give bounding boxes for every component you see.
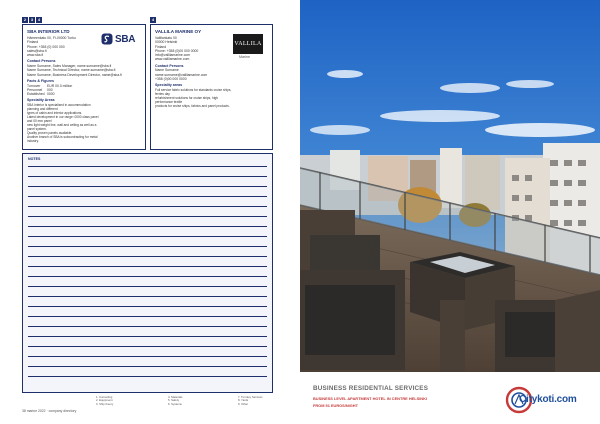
note-line [28,176,267,177]
address-line: sales@sba.fi [27,48,47,53]
note-line [28,166,267,167]
speciality-line: Quality proven panels available. [27,130,73,135]
citykoti-logo [505,386,585,414]
note-line [28,336,267,337]
sba-address [27,36,101,57]
category-tag: 3 [30,17,34,22]
speciality-line: SBA Interior is specialised in accommodation planning and different [27,102,91,111]
address-line: www.vallilamarine.com [155,57,190,62]
note-line [28,216,267,217]
citykoti-logo-text: Citykoti.com [519,394,577,405]
vallila-logo-text: VALLILA [234,41,262,47]
legend-item: 7. Turnkey Services [238,395,263,399]
note-line [28,256,267,257]
fact-value: 000 [47,87,53,92]
legend-col-1 [96,396,113,406]
terrace-photo-illustration [300,0,600,372]
ad-line-2: FROM 51 EUROS/NIGHT [313,403,358,408]
speciality-line: Another branch of SBA is subcontracting for metal industry. [27,134,98,143]
vallila-areas-heading: Speciality areas [155,83,183,88]
note-line [28,356,267,357]
note-line [28,286,267,287]
page-folio: 38 marine 2022 · company directory [22,409,77,413]
terrace-photo [300,0,600,372]
note-line [28,196,267,197]
address-line: 00000 Helsinki [155,40,178,45]
note-line [28,316,267,317]
note-line [28,376,267,377]
legend-item: 4. Materials [168,395,183,399]
category-tag: 4 [151,17,155,22]
note-line [28,296,267,297]
note-line [28,346,267,347]
sba-areas [27,103,101,143]
contact-line: name.surname@vallilamarine.com [155,72,208,77]
sba-contact-heading: Contact Persons [27,59,56,64]
note-line [28,276,267,277]
vallila-areas [155,88,233,108]
contact-line: Name Surname, Sales Manager, name.surname@sba.fi [27,64,112,69]
note-line [28,236,267,237]
legend-col-2 [168,396,182,406]
note-line [28,206,267,207]
note-line [28,326,267,327]
notes-title: NOTES [28,157,41,161]
vallila-logo-sub: Marine [239,55,250,59]
speciality-line: new light weight line, wall and ceiling as well as a panel system. [27,122,97,131]
fact-value: 0000 [47,91,55,96]
vallila-company-card [150,24,273,150]
sba-logo [101,33,135,45]
sba-company-card [22,24,146,150]
contact-line: Name Surname, Business Development Director, name@sba.fi [27,72,122,77]
fact-label: Turnover [27,83,41,88]
vallila-logo [233,34,263,54]
sba-contacts [27,64,122,77]
vallila-category-tags [150,17,156,23]
legend-item: 3. Ship theory [96,401,114,406]
sba-logo-icon [101,33,113,45]
fact-label: Established [27,91,45,96]
contact-line: Name Surname, Technical Director, name.surname@sba.fi [27,68,116,73]
ad-title: BUSINESS RESIDENTIAL SERVICES [313,385,429,392]
vallila-details [155,36,233,108]
speciality-line: refurbishment solutions for cruise ships, high performance textile [155,95,219,104]
contact-line: +358 (0)00 000 0000 [155,76,187,81]
legend-item: 9. Other [238,401,249,406]
legend-item: 6. Systems [168,401,182,406]
address-line: Finland [27,40,39,45]
category-tag: 2 [23,17,27,22]
fact-label: Personnel [27,87,43,92]
legend-item: 1. Consulting [96,395,113,399]
vallila-contact-heading: Contact Persons [155,63,184,68]
legend-col-3 [238,396,263,406]
address-line: Phone: +358 (0)00 000 0000 [155,48,199,53]
note-line [28,186,267,187]
notes-box [22,153,273,393]
address-line: Phone: +358 (0) 000 000 [27,44,65,49]
speciality-line: products for cruise ships, fabrics and panel products. [155,103,230,108]
speciality-line: types of cabin and interior applications. [27,110,83,115]
contact-line: Name Surname [155,68,179,73]
address-line: www.sba.fi [27,53,44,58]
ad-line-1: BUSINESS LEVEL APARTMENT HOTEL IN CENTRE HELSINKI [313,396,427,401]
legend-item: 2. Equipment [96,398,113,403]
vallila-contacts [155,68,233,81]
note-line [28,226,267,227]
speciality-line: Full service fabric solutions for standards cruise ships, ferries day [155,87,232,96]
speciality-line: Latest development in our range: 0000 class panel and 00 mm panel [27,114,99,123]
legend-item: 5. Safety [168,398,180,403]
legend-item: 8. Yards [238,398,249,403]
address-line: Vallilankatu 00 [155,36,177,40]
fact-value: EUR 00.0 million [47,83,73,88]
sba-details [27,36,122,143]
vallila-company-name: VALLILA MARINE OY [155,29,202,34]
fact-row [27,92,101,96]
vallila-address [155,36,233,62]
category-tag: 4 [37,17,41,22]
note-line [28,266,267,267]
note-line [28,366,267,367]
note-line [28,246,267,247]
address-line: Finland [155,44,167,49]
sba-areas-heading: Speciality Areas [27,98,55,103]
sba-facts [27,84,101,97]
address-line: Hämeenkatu 00, FI-00000 Turku [27,36,76,40]
sba-category-tags [22,17,42,23]
address-line: info@vallilamarine.com [155,53,191,58]
note-line [28,306,267,307]
sba-company-name: SBA INTERIOR LTD [27,29,70,34]
sba-facts-heading: Facts & Figures [27,78,54,83]
sba-logo-text: SBA [115,33,136,45]
